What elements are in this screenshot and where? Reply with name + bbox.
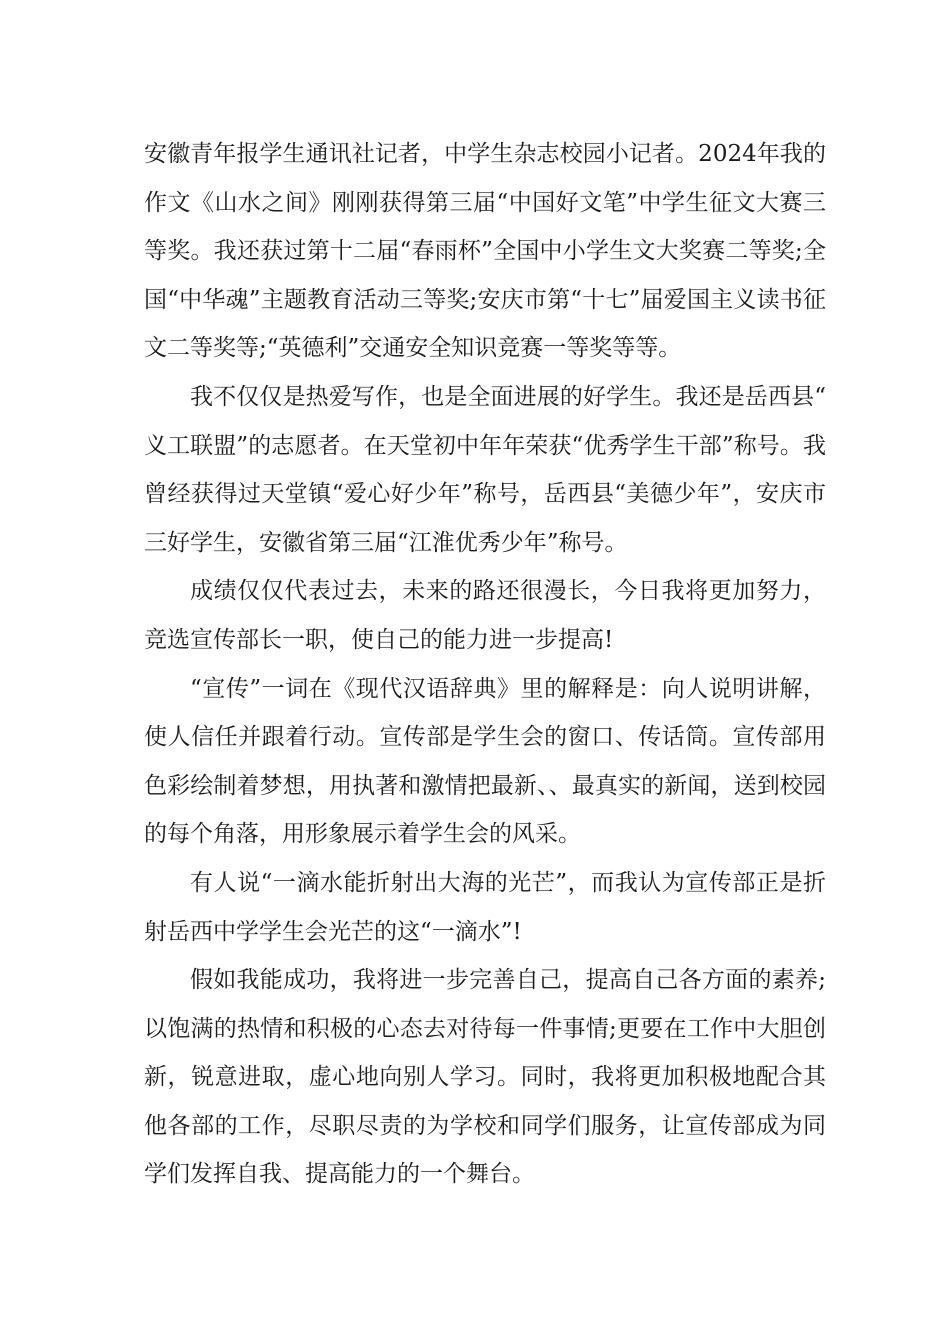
paragraph-4: “宣传”一词在《现代汉语辞典》里的解释是：向人说明讲解，使人信任并跟着行动。宣传部是学生会的窗口、传话筒。宣传部用色彩绘制着梦想，用执著和激情把最新、、最真实的新闻，送到校园的每个角落，用形象展示着学生会的风采。 [144, 675, 826, 848]
paragraph-2: 我不仅仅是热爱写作，也是全面进展的好学生。我还是岳西县“义工联盟”的志愿者。在天堂初中年年荣获“优秀学生干部”称号。我曾经获得过天堂镇“爱心好少年”称号，岳西县“美德少年”，安庆市三好学生，安徽省第三届“江淮优秀少年”称号。 [144, 383, 826, 556]
paragraph-1: 安徽青年报学生通讯社记者，中学生杂志校园小记者。2024年我的作文《山水之间》刚刚获得第三届“中国好文笔”中学生征文大赛三等奖。我还获过第十二届“春雨杯”全国中小学生文大奖赛二等奖;全国“中华魂”主题教育活动三等奖;安庆市第“十七”届爱国主义读书征文二等奖等;“英德利”交通安全知识竞赛一等奖等等。 [144, 141, 826, 362]
paragraph-5: 有人说“一滴水能折射出大海的光芒”，而我认为宣传部正是折射岳西中学学生会光芒的这“一滴水”! [144, 869, 826, 945]
paragraph-3: 成绩仅仅代表过去，未来的路还很漫长，今日我将更加努力，竞选宣传部长一职，使自己的能力进一步提高! [144, 578, 826, 653]
document-body [144, 130, 826, 1199]
paragraph-6: 假如我能成功，我将进一步完善自己，提高自己各方面的素养;以饱满的热情和积极的心态去对待每一件事情;更要在工作中大胆创新，锐意进取，虚心地向别人学习。同时，我将更加积极地配合其他各部的工作，尽职尽责的为学校和同学们服务，让宣传部成为同学们发挥自我、提高能力的一个舞台。 [144, 967, 826, 1188]
